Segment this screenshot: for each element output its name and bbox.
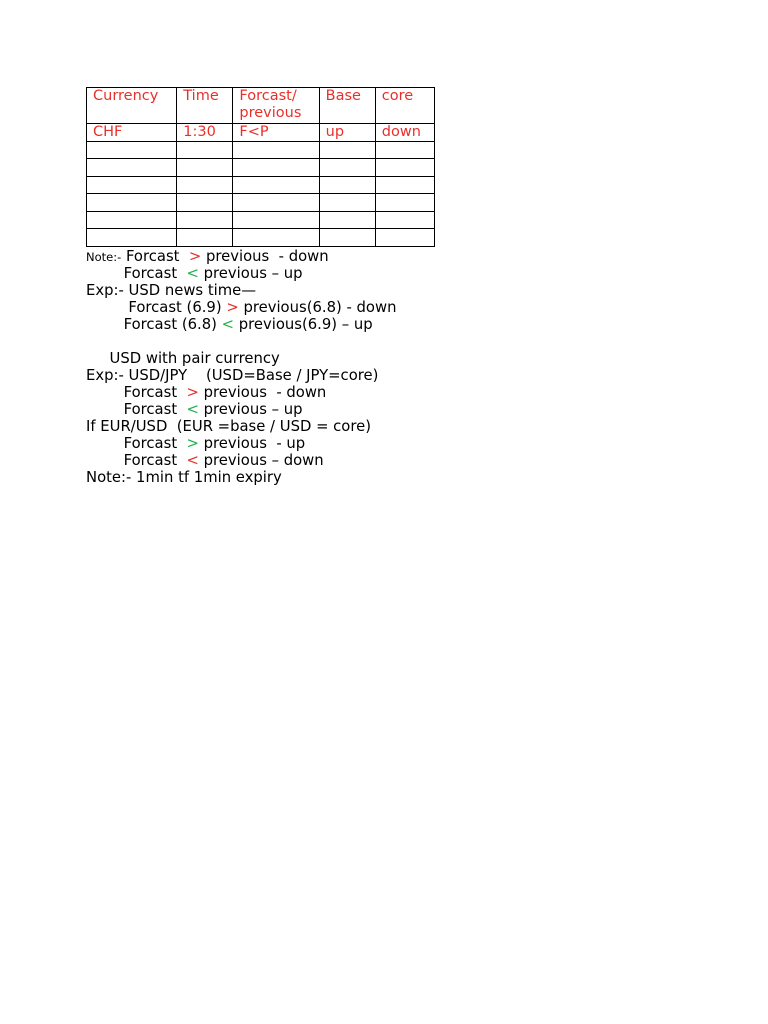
section-title: USD with pair currency (86, 349, 280, 367)
note-text: previous – up (198, 400, 303, 418)
table-row (87, 194, 435, 212)
table-cell (375, 141, 434, 159)
note-text: previous(6.8) - down (238, 298, 397, 316)
note-text: previous - down (198, 383, 327, 401)
note-line (86, 316, 646, 333)
table-cell (375, 159, 434, 177)
note-text: previous – down (198, 451, 324, 469)
note-text: Forcast (86, 434, 187, 452)
table-cell (177, 141, 233, 159)
table-cell: down (375, 124, 434, 142)
table-cell (319, 194, 375, 212)
note-line (86, 401, 646, 418)
table-cell (375, 194, 434, 212)
example-title: Exp:- USD/JPY (USD=Base / JPY=core) (86, 366, 379, 384)
note-text: previous - up (198, 434, 306, 452)
table-cell (233, 141, 319, 159)
table-cell (87, 159, 177, 177)
table-cell (177, 176, 233, 194)
note-text: Forcast (86, 264, 187, 282)
table-cell (177, 229, 233, 247)
greater-than-sign: > (186, 434, 199, 452)
table-cell: F<P (233, 124, 319, 142)
table-cell (233, 176, 319, 194)
greater-than-sign: > (188, 247, 202, 265)
table-cell (233, 211, 319, 229)
table-cell (375, 211, 434, 229)
table-cell (375, 229, 434, 247)
table-cell (87, 176, 177, 194)
table-cell (87, 211, 177, 229)
table-cell (177, 211, 233, 229)
note-text: Forcast (6.8) (86, 315, 222, 333)
header-time: Time (177, 88, 233, 124)
table-cell (319, 159, 375, 177)
table-row (87, 176, 435, 194)
table-row (87, 211, 435, 229)
table-header-row (87, 88, 435, 124)
example-title: If EUR/USD (EUR =base / USD = core) (86, 417, 371, 435)
note-text: previous – up (198, 264, 303, 282)
note-line (86, 452, 646, 469)
note-line (86, 435, 646, 452)
table-cell: CHF (87, 124, 177, 142)
note-text: previous(6.9) – up (234, 315, 373, 333)
less-than-sign: < (186, 264, 199, 282)
note-line (86, 248, 646, 265)
table-cell (233, 229, 319, 247)
note-line (86, 299, 646, 316)
notes-block (86, 248, 646, 486)
note-text: Forcast (6.9) (86, 298, 227, 316)
table-cell: 1:30 (177, 124, 233, 142)
note-text: previous - down (201, 247, 329, 265)
note-text: Forcast (86, 383, 187, 401)
less-than-sign: < (221, 315, 235, 333)
note-text: Forcast (86, 400, 187, 418)
table-cell (319, 141, 375, 159)
blank-line (86, 333, 646, 350)
table-row (87, 159, 435, 177)
table-row (87, 141, 435, 159)
greater-than-sign: > (226, 298, 239, 316)
header-forcast-previous: Forcast/ previous (233, 88, 319, 124)
example-title: Exp:- USD news time— (86, 281, 257, 299)
header-core: core (375, 88, 434, 124)
table-row (87, 229, 435, 247)
table-cell (319, 176, 375, 194)
final-note: Note:- 1min tf 1min expiry (86, 468, 282, 486)
note-prefix: Note:- (86, 249, 122, 264)
table-cell (233, 194, 319, 212)
table-cell (375, 176, 434, 194)
header-base: Base (319, 88, 375, 124)
table-cell (87, 194, 177, 212)
table-cell (177, 194, 233, 212)
table-cell (319, 211, 375, 229)
table-row (87, 124, 435, 142)
table-cell (233, 159, 319, 177)
note-text: Forcast (86, 451, 187, 469)
less-than-sign: < (186, 451, 199, 469)
forecast-table (86, 87, 435, 247)
table-cell (87, 141, 177, 159)
table-cell (87, 229, 177, 247)
less-than-sign: < (186, 400, 199, 418)
header-currency: Currency (87, 88, 177, 124)
table-cell (319, 229, 375, 247)
greater-than-sign: > (186, 383, 199, 401)
document-page (86, 87, 646, 486)
note-line (86, 265, 646, 282)
note-line (86, 384, 646, 401)
table-cell: up (319, 124, 375, 142)
note-text: Forcast (121, 247, 189, 265)
table-cell (177, 159, 233, 177)
